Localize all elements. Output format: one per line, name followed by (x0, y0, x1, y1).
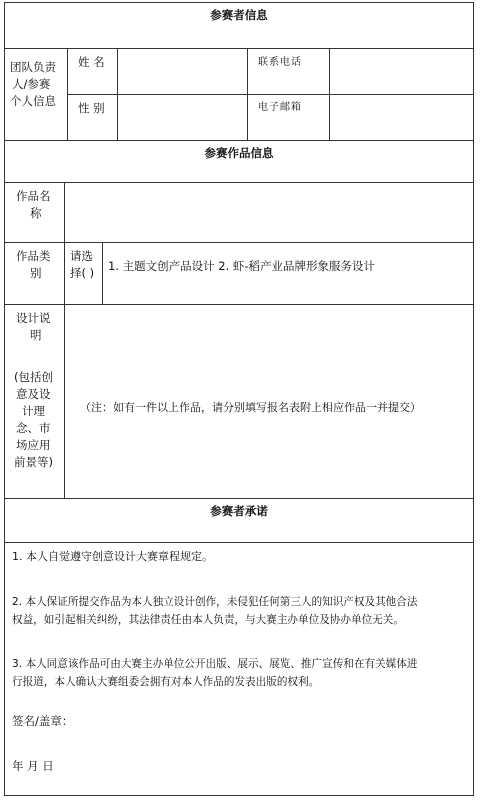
rule (102, 242, 103, 304)
design-label-line1: 设计说 (16, 311, 51, 325)
signature-label: 签名/盖章： (12, 714, 74, 728)
rule (4, 304, 474, 305)
rule (4, 242, 474, 243)
name-label: 姓 名 (78, 55, 105, 69)
name-field[interactable] (118, 49, 246, 93)
signature-field[interactable] (84, 708, 464, 732)
design-label-line8: 场应用 (16, 438, 51, 452)
pledge-item-3-line1: 3. 本人同意该作品可由大赛主办单位公开出版、展示、展览、推广宣传和在有关媒体进 (12, 658, 418, 670)
pledge-item-3-line2: 行报道，本人确认大赛组委会拥有对本人作品的发表出版的权利。 (12, 676, 320, 688)
design-label-line5: 意及设 (16, 387, 51, 401)
border-bottom (4, 795, 474, 796)
rule (4, 542, 474, 543)
border-right (473, 2, 474, 796)
participant-header-line3: 个人信息 (10, 94, 56, 108)
registration-form (4, 2, 474, 796)
phone-label: 联系电话 (258, 57, 302, 68)
design-note: （注：如有一件以上作品，请分别填写报名表附上相应作品一并提交） (80, 401, 421, 414)
category-label-line1: 作品类 (16, 249, 51, 263)
pledge-section-title: 参赛者承诺 (210, 504, 268, 518)
design-label-line6: 计理 (22, 404, 45, 418)
pledge-item-2-line1: 2. 本人保证所提交作品为本人独立设计创作，未侵犯任何第三人的知识产权及其他合法 (12, 596, 418, 608)
participant-section-title: 参赛者信息 (210, 8, 268, 22)
gender-field[interactable] (118, 95, 246, 139)
category-options[interactable]: 1. 主题文创产品设计 2. 虾-稻产业品牌形象服务设计 (108, 259, 376, 273)
participant-header-line1: 团队负责 (10, 60, 56, 74)
work-name-field[interactable] (65, 183, 472, 241)
category-label-line2: 别 (30, 266, 42, 280)
choose-label-line1: 请选 (70, 249, 93, 263)
design-label-line4: (包括创 (14, 370, 53, 384)
pledge-item-1: 1. 本人自觉遵守创意设计大赛章程规定。 (12, 550, 213, 563)
work-name-label-line2: 称 (30, 206, 42, 220)
design-label-line9: 前景等) (14, 455, 53, 469)
work-section-title: 参赛作品信息 (204, 146, 274, 160)
design-label-line7: 念、市 (16, 421, 51, 435)
design-label-line2: 明 (30, 328, 42, 342)
border-left (4, 2, 5, 796)
gender-label: 性 别 (78, 101, 105, 115)
participant-header-line2: 人/参赛 (12, 77, 51, 91)
email-field[interactable] (330, 95, 472, 139)
email-label: 电子邮箱 (258, 102, 302, 113)
choose-label-line2[interactable]: 择( ) (70, 266, 95, 280)
date-label: 年 月 日 (12, 759, 54, 773)
work-name-label-line1: 作品名 (16, 189, 51, 203)
pledge-item-2-line2: 权益，如引起相关纠纷，其法律责任由本人负责，与大赛主办单位及协办单位无关。 (12, 614, 404, 626)
phone-field[interactable] (330, 49, 472, 93)
